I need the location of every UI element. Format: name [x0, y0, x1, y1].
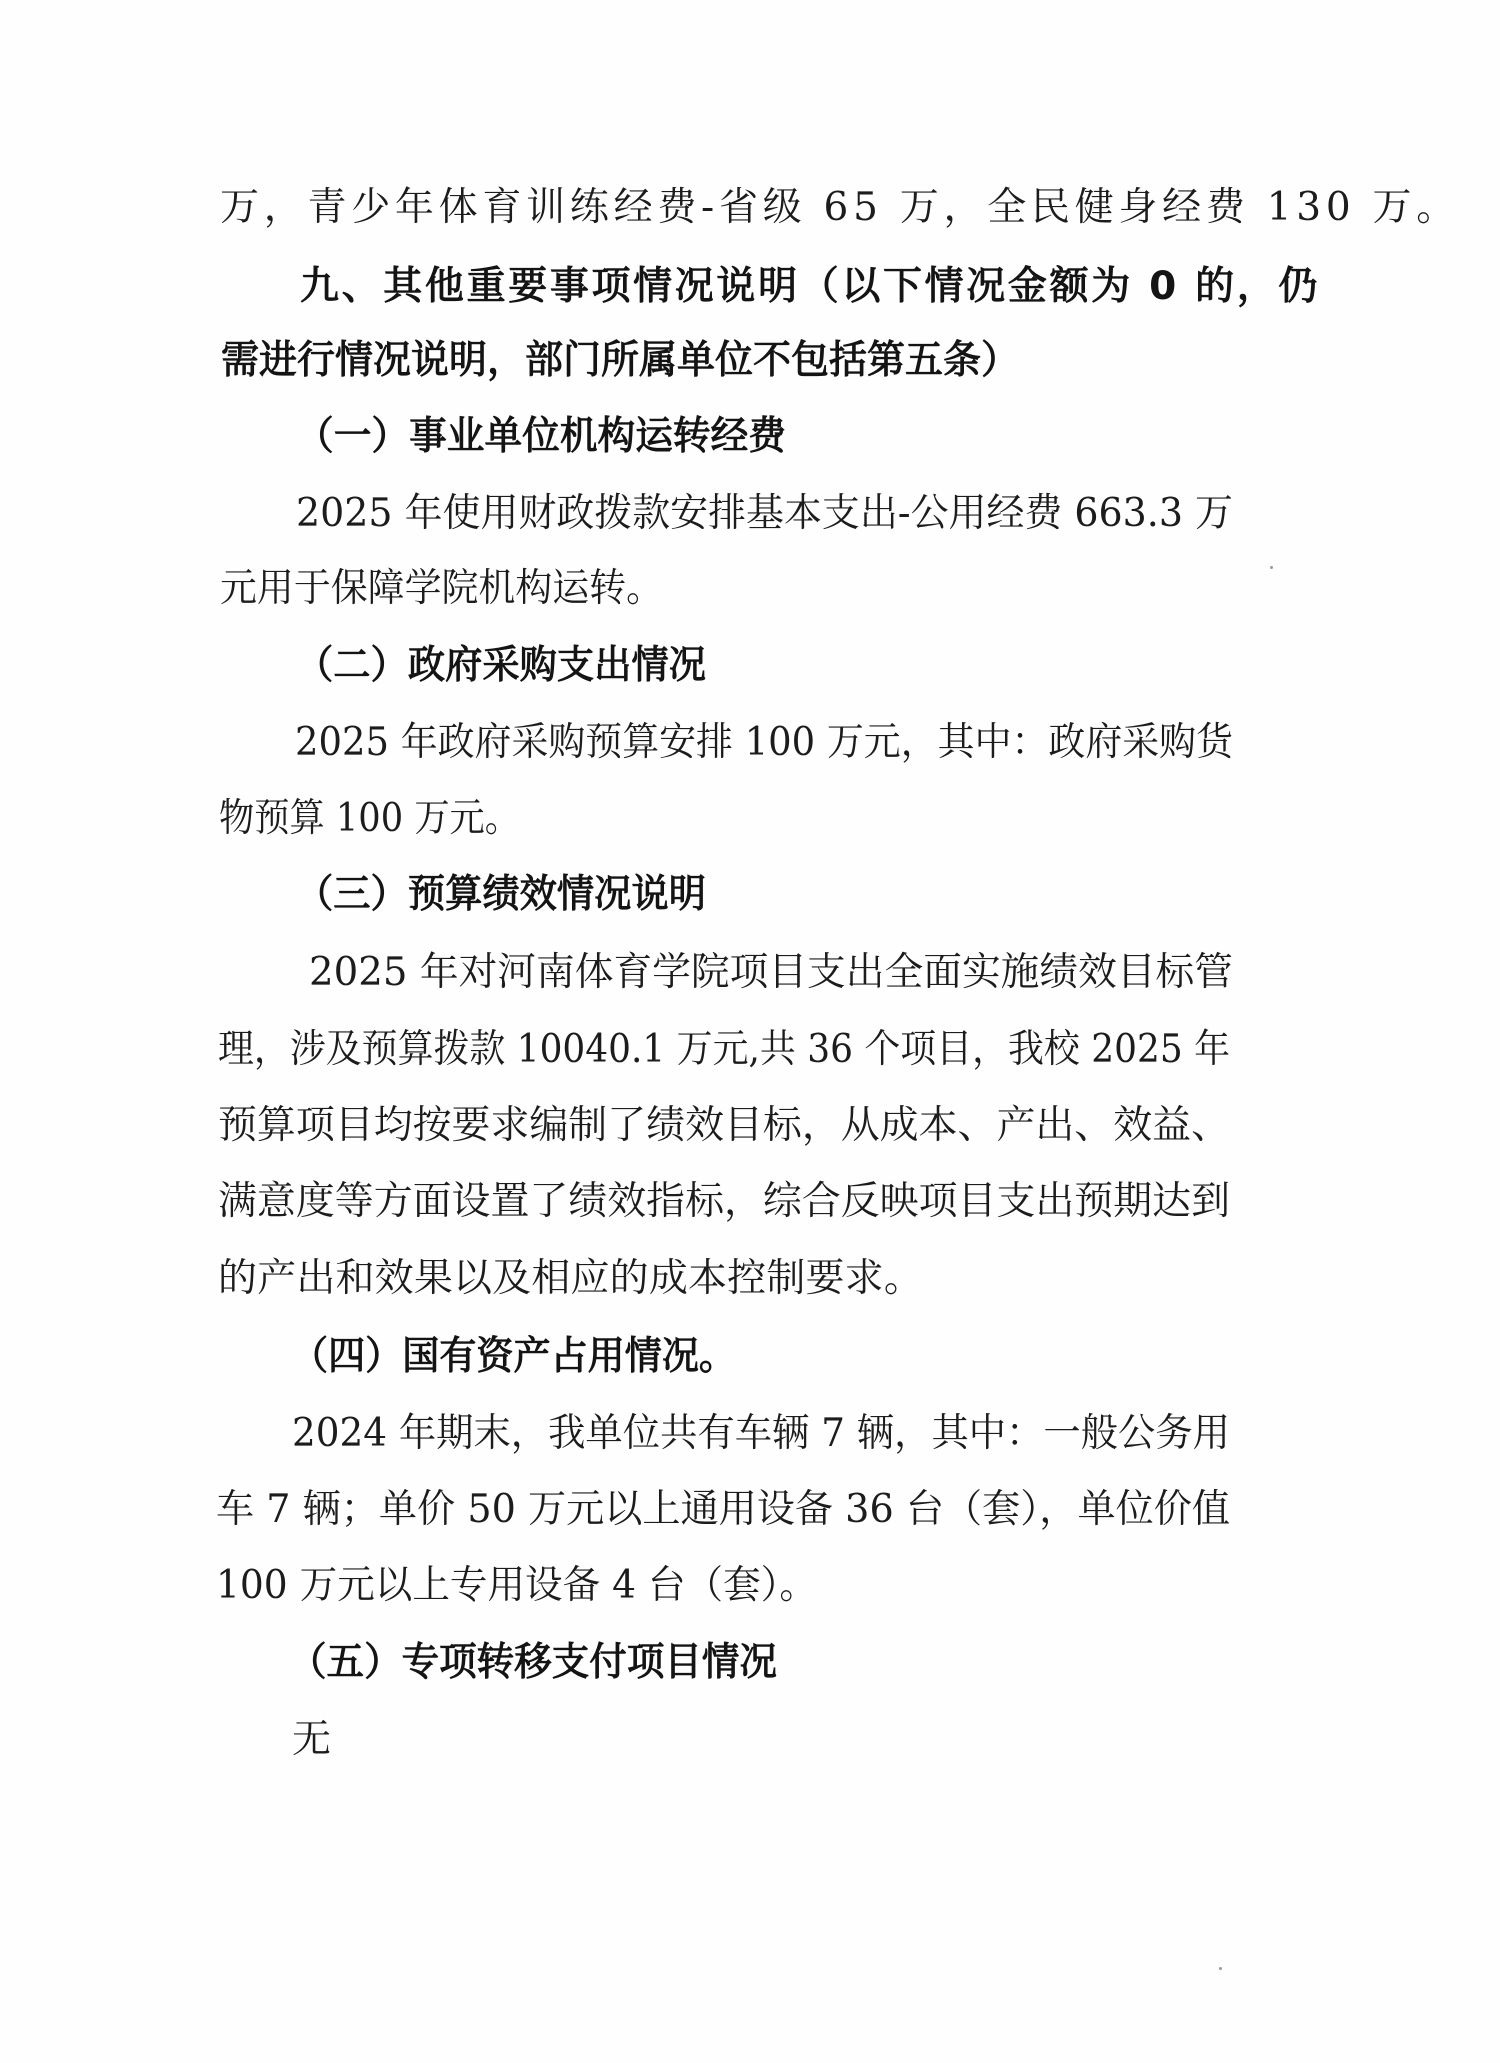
body-line: 2025 年政府采购预算安排 100 万元，其中：政府采购货 [295, 720, 1233, 765]
body-line: 无 [292, 1717, 332, 1762]
body-line: 满意度等方面设置了绩效指标，综合反映项目支出预期达到 [218, 1179, 1230, 1224]
body-line: 车 7 辆；单价 50 万元以上通用设备 36 台（套），单位价值 [216, 1487, 1230, 1532]
scan-speck [1270, 566, 1273, 569]
body-line: 2025 年使用财政拨款安排基本支出-公用经费 663.3 万 [296, 491, 1233, 536]
body-line: 物预算 100 万元。 [219, 796, 520, 841]
subsection-heading: （三）预算绩效情况说明 [296, 872, 706, 917]
body-line: 2024 年期末，我单位共有车辆 7 辆，其中：一般公务用 [292, 1411, 1230, 1456]
body-line: 预算项目均按要求编制了绩效目标，从成本、产出、效益、 [218, 1103, 1230, 1148]
section-heading-continued: 需进行情况说明，部门所属单位不包括第五条） [221, 338, 1019, 383]
body-line: 2025 年对河南体育学院项目支出全面实施绩效目标管 [309, 950, 1233, 995]
body-line: 100 万元以上专用设备 4 台（套）。 [216, 1563, 817, 1608]
subsection-heading: （一）事业单位机构运转经费 [296, 414, 786, 459]
scan-speck [1219, 1967, 1222, 1970]
subsection-heading: （四）国有资产占用情况。 [291, 1334, 736, 1379]
body-line: 的产出和效果以及相应的成本控制要求。 [218, 1256, 923, 1301]
body-line: 万，青少年体育训练经费-省级 65 万，全民健身经费 130 万。 [220, 185, 1460, 230]
body-line: 理，涉及预算拨款 10040.1 万元,共 36 个项目，我校 2025 年 [218, 1027, 1230, 1072]
section-heading: 九、其他重要事项情况说明（以下情况金额为 0 的，仍 [300, 264, 1320, 309]
body-line: 元用于保障学院机构运转。 [220, 566, 663, 611]
subsection-heading: （二）政府采购支出情况 [296, 643, 706, 688]
subsection-heading: （五）专项转移支付项目情况 [289, 1640, 777, 1685]
